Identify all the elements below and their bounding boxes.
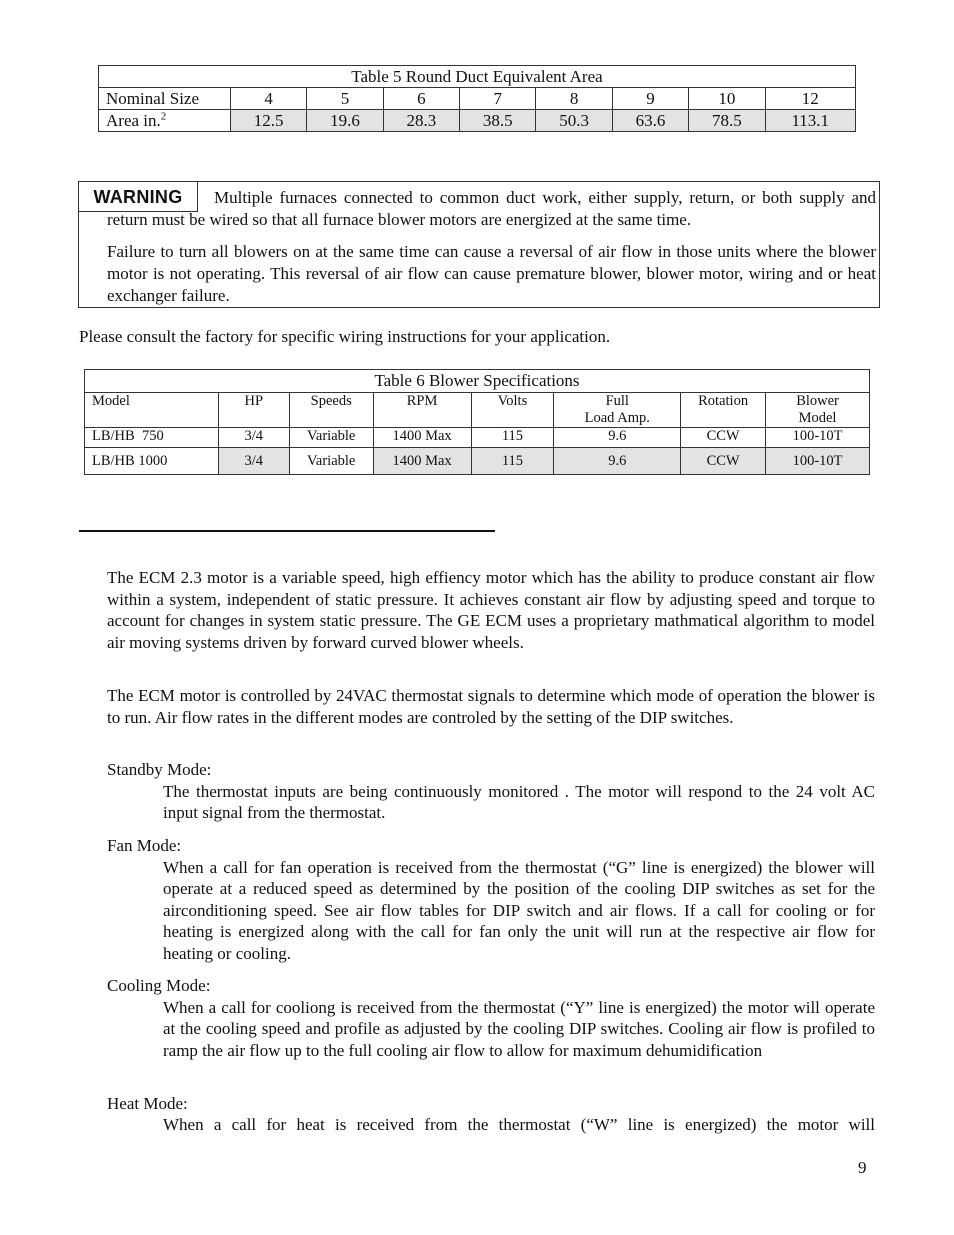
ecm-paragraph-1: The ECM 2.3 motor is a variable speed, high effiency motor which has the ability to produce constant air flow within a system, independent of static pressure. It achieves constant air flow by adjusting speed and torque to account for changes in system static pressure. The GE ECM uses a proprietary mathmatical algorithm to model air moving systems driven by forward curved blower wheels. [107, 568, 875, 652]
warning-text-2: Failure to turn all blowers on at the same time can cause a reversal of air flow in those units where the blower motor is not operating. This reversal of air flow can cause premature blower, blower motor, wiring and or heat exchanger failure. [107, 242, 876, 305]
column-header: Speeds [289, 393, 373, 428]
table6-caption: Table 6 Blower Specifications [85, 370, 870, 393]
table-cell: CCW [681, 428, 766, 448]
page-number: 9 [858, 1158, 867, 1177]
table-cell: Variable [289, 428, 373, 448]
mode-heading-heat: Heat Mode: [107, 1094, 188, 1113]
table-cell: 78.5 [689, 110, 765, 132]
warning-box [78, 181, 880, 308]
consult-note: Please consult the factory for specific wiring instructions for your application. [79, 327, 611, 346]
table-cell: CCW [681, 448, 766, 475]
warning-text: Multiple furnaces connected to common duct work, either supply, return, or both supply and return must be wired so that all furnace blower motors are energized at the same time. [107, 188, 876, 229]
table-cell: 9.6 [554, 428, 681, 448]
table-cell: 1400 Max [373, 428, 471, 448]
table5-caption: Table 5 Round Duct Equivalent Area [99, 66, 856, 88]
table-cell: 4 [231, 88, 307, 110]
table-cell: 38.5 [460, 110, 536, 132]
table-cell: 28.3 [383, 110, 459, 132]
mode-heading-fan: Fan Mode: [107, 836, 182, 855]
table-row [85, 448, 870, 475]
table-cell: 12.5 [231, 110, 307, 132]
table-cell: 100-10T [766, 428, 870, 448]
table-cell: 9.6 [554, 448, 681, 475]
table-cell: Variable [289, 448, 373, 475]
warning-tag: WARNING [79, 182, 198, 212]
column-header: Blower Model [766, 393, 870, 428]
table-cell: 3/4 [218, 428, 289, 448]
mode-body-heat: When a call for heat is received from the thermostat (“W” line is energized) the motor will [163, 1115, 875, 1134]
mode-heading-cooling: Cooling Mode: [107, 976, 211, 995]
table-cell: 115 [471, 428, 554, 448]
table-cell: 100-10T [766, 448, 870, 475]
section-divider [79, 530, 495, 532]
table-blower-specs [84, 369, 870, 475]
column-header: Full Load Amp. [554, 393, 681, 428]
table-round-duct-area [98, 65, 856, 132]
table-cell: 3/4 [218, 448, 289, 475]
table-row [99, 88, 856, 110]
column-header: Model [85, 393, 219, 428]
table-header-row [85, 393, 870, 428]
table-cell: 113.1 [765, 110, 855, 132]
table-cell: 50.3 [536, 110, 612, 132]
table-cell: 63.6 [612, 110, 688, 132]
table-cell: 9 [612, 88, 688, 110]
table-cell: 12 [765, 88, 855, 110]
table-row [99, 110, 856, 132]
ecm-paragraph-2: The ECM motor is controlled by 24VAC thermostat signals to determine which mode of operation the blower is to run. Air flow rates in the different modes are controled by the setting of the DIP switches. [107, 686, 875, 727]
column-header: RPM [373, 393, 471, 428]
table-cell: 10 [689, 88, 765, 110]
table-cell: 19.6 [307, 110, 383, 132]
column-header: HP [218, 393, 289, 428]
table-cell: 6 [383, 88, 459, 110]
table-cell: 7 [460, 88, 536, 110]
column-header: Volts [471, 393, 554, 428]
mode-heading-standby: Standby Mode: [107, 760, 212, 779]
table-cell: LB/HB 1000 [85, 448, 219, 475]
table-cell: 8 [536, 88, 612, 110]
mode-body-fan: When a call for fan operation is received from the thermostat (“G” line is energized) the blower will operate at a reduced speed as determined by the position of the cooling DIP switches as set for the airconditioning speed. See air flow tables for DIP switch and air flows. If a call for cooling or for heating is energized along with the call for fan only the unit will run at the respective air flow for heating or cooling. [163, 858, 875, 963]
table-cell: LB/HB 750 [85, 428, 219, 448]
table-cell: 5 [307, 88, 383, 110]
table-cell: 1400 Max [373, 448, 471, 475]
area-label: Area in.$^2$ [99, 110, 231, 132]
mode-body-cooling: When a call for cooliong is received from the thermostat (“Y” line is energized) the motor will operate at the cooling speed and profile as adjusted by the cooling DIP switches. Cooling air flow is profiled to ramp the air flow up to the full cooling air flow to allow for maximum dehumidification [163, 998, 875, 1060]
mode-body-standby: The thermostat inputs are being continuously monitored . The motor will respond to the 24 volt AC input signal from the thermostat. [163, 782, 875, 823]
table-cell: 115 [471, 448, 554, 475]
table-row [85, 428, 870, 448]
column-header: Rotation [681, 393, 766, 428]
nominal-size-label: Nominal Size [99, 88, 231, 110]
